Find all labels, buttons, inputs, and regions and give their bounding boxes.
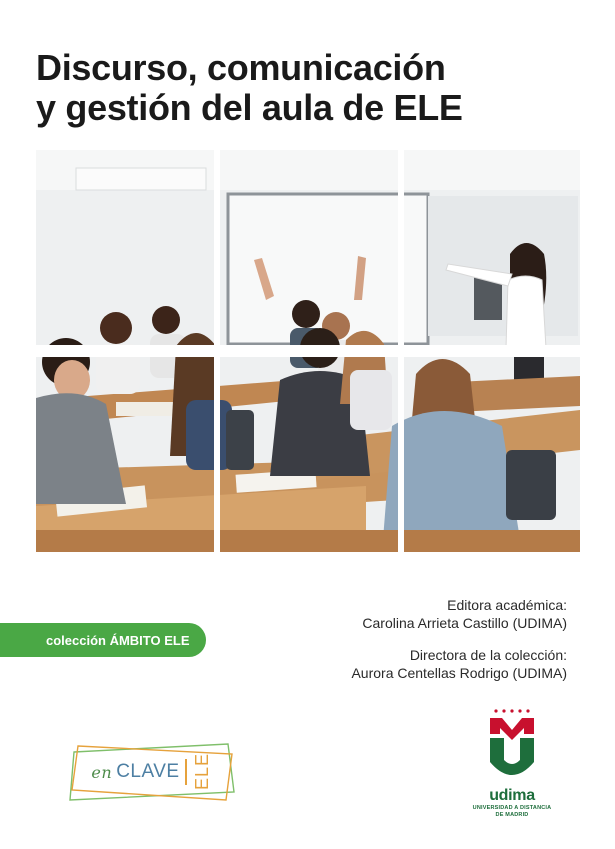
udima-wordmark: udima: [489, 787, 535, 804]
director-role: Directora de la colección:: [409, 647, 567, 663]
book-title-line-1: Discurso, comunicación: [36, 47, 446, 88]
enclave-ele: ELE: [191, 753, 212, 791]
enclave-clave: CLAVE: [116, 761, 180, 782]
enclave-en: en: [91, 762, 113, 782]
editor-credit: [351, 596, 567, 632]
director-name: Aurora Centellas Rodrigo (UDIMA): [351, 665, 567, 681]
editor-role: Editora académica:: [447, 597, 567, 613]
editor-name: Carolina Arrieta Castillo (UDIMA): [362, 615, 567, 631]
cover-photo: [36, 150, 580, 552]
book-title: [36, 48, 596, 128]
photo-tile-4: [36, 357, 214, 552]
collection-label-text: colección ÁMBITO ELE: [46, 632, 190, 648]
book-title-line-2: y gestión del aula de ELE: [36, 87, 463, 128]
photo-tile-1: [36, 150, 214, 345]
udima-tagline-2: DE MADRID: [495, 812, 529, 818]
udima-tagline-1: UNIVERSIDAD A DISTANCIA: [472, 805, 552, 811]
udima-emblem-icon: [482, 708, 542, 780]
enclave-logo: [66, 740, 238, 804]
enclave-separator: [185, 759, 187, 785]
director-credit: [351, 646, 567, 682]
photo-tile-3: [404, 150, 580, 345]
collection-label: [0, 623, 206, 657]
photo-tile-2: [220, 150, 398, 345]
photo-tile-5: [220, 357, 398, 552]
photo-tile-6: [404, 357, 580, 552]
credits-block: [351, 596, 567, 696]
udima-logo: [464, 708, 560, 818]
